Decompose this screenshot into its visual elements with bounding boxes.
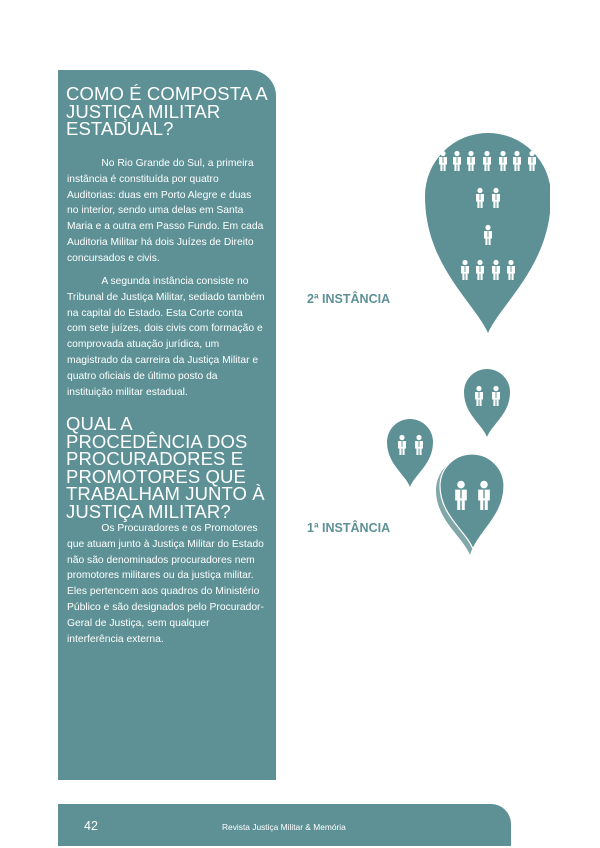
paragraph-prosecutors: Os Procuradores e os Promotores que atuam junto à Justiça Militar do Estado não são denominados procuradores nem promotores militares ou da justiça militar. Eles pertencem aos quadros do Ministério Público e são designados pelo Procurador-Geral de Justiça, sem qualquer interferência externa. (67, 523, 264, 645)
first-instance-pin-main-icon (436, 454, 504, 555)
paragraph-first-instance: No Rio Grande do Sul, a primeira instância é constituída por quatro Auditorias: duas em Porto Alegre e duas no interior, sendo uma delas em Santa Maria e a outra em Passo Fundo. Em cada Auditoria Militar há dois Juízes de Direito concursados e civis. (67, 158, 264, 264)
second-instance-label: 2ª INSTÂNCIA (307, 292, 391, 306)
first-instance-pin-left-icon (387, 419, 433, 487)
section-heading-prosecutors: QUAL A PROCEDÊNCIA DOS PROCURADORES E PROMOTORES QUE TRABALHAM JUNTO À JUSTIÇA MILITAR? (66, 413, 265, 522)
first-instance-label: 1ª INSTÂNCIA (307, 521, 391, 535)
section-heading-composition: COMO É COMPOSTA A JUSTIÇA MILITAR ESTADUAL? (66, 83, 267, 139)
page-number: 42 (84, 819, 98, 833)
instance-pins-illustration (380, 130, 550, 570)
paragraph-second-instance: A segunda instância consiste no Tribunal de Justiça Militar, sediado também na capital do Estado. Esta Corte conta com sete juízes, dois civis com formação e comprovada atuação jurídica, um magistrado da carreira da Justiça Militar e quatro oficiais de último posto da instituição militar estadual. (67, 276, 265, 398)
second-instance-pin-icon (425, 133, 550, 333)
first-instance-pin-top-icon (464, 369, 510, 437)
publication-title: Revista Justiça Militar & Memória (222, 822, 346, 832)
